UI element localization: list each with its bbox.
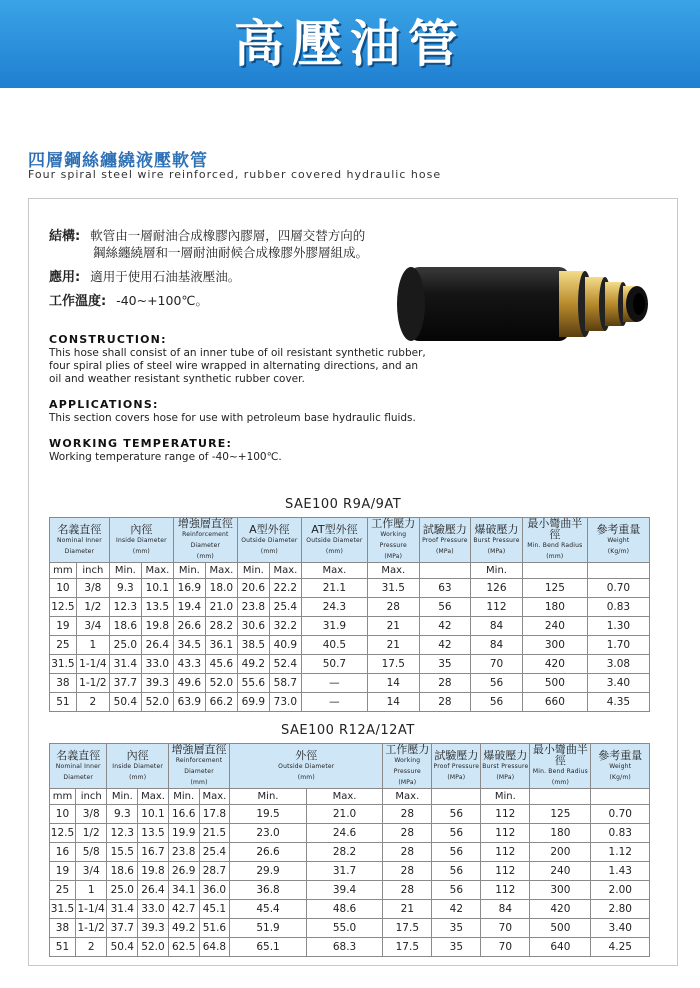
table-cell: 69.9	[237, 693, 269, 712]
table-cell: 112	[481, 843, 530, 862]
table-cell: 0.83	[591, 824, 650, 843]
unit-blank	[432, 789, 481, 805]
unit-max: Max.	[301, 563, 367, 579]
structure-label: 結構:	[49, 229, 81, 244]
structure-line2: 鋼絲纏繞層和一層耐油耐候合成橡膠外膠層組成。	[93, 245, 369, 260]
table-cell: 3/4	[76, 617, 109, 636]
table1-body	[50, 579, 650, 712]
table-cell: 640	[530, 938, 591, 957]
table-cell: 9.3	[107, 805, 138, 824]
table-cell: 28.2	[306, 843, 383, 862]
table-cell: 16.6	[168, 805, 199, 824]
table-cell: 31.5	[50, 900, 76, 919]
table-cell: 66.2	[205, 693, 237, 712]
table-cell: 1.43	[591, 862, 650, 881]
table-cell: 51.6	[199, 919, 230, 938]
table-cell: 420	[530, 900, 591, 919]
table-cell: 0.70	[587, 579, 649, 598]
header-bend-radius: 最小彎曲半徑 Min. Bend Radius (mm)	[522, 518, 587, 563]
table-cell: 125	[530, 805, 591, 824]
product-title-en: Four spiral steel wire reinforced, rubber covered hydraulic hose	[28, 168, 442, 181]
table-cell: 17.8	[199, 805, 230, 824]
structure-row	[49, 225, 365, 244]
table-cell: 18.6	[109, 617, 141, 636]
table-cell: 25.0	[109, 636, 141, 655]
table-cell: 84	[471, 617, 523, 636]
header-weight: 參考重量 Weight (Kg/m)	[591, 744, 650, 789]
table-cell: —	[301, 674, 367, 693]
table-cell: 70	[481, 938, 530, 957]
table-cell: 112	[481, 824, 530, 843]
table-cell: 23.8	[237, 598, 269, 617]
table-cell: 0.70	[591, 805, 650, 824]
table-cell: 36.1	[205, 636, 237, 655]
table-row	[50, 693, 650, 712]
header-reinforcement: 增強層直徑 Reinforcement Diameter (mm)	[173, 518, 237, 563]
table-cell: 10.1	[138, 805, 169, 824]
table-cell: 21	[383, 900, 432, 919]
header-reinforcement: 增強層直徑 Reinforcement Diameter (mm)	[168, 744, 229, 789]
table-cell: 26.4	[141, 636, 173, 655]
table-r12a	[49, 743, 650, 957]
table-cell: 56	[471, 693, 523, 712]
table-cell: 31.5	[50, 655, 77, 674]
unit-inch: inch	[76, 563, 109, 579]
table-cell: 28.2	[205, 617, 237, 636]
table-cell: 21.0	[306, 805, 383, 824]
table-cell: 10.1	[141, 579, 173, 598]
header-nominal: 名義直徑 Nominal Inner Diameter	[50, 744, 107, 789]
usage-label: 應用:	[49, 270, 81, 285]
usage-text: 適用于使用石油基液壓油。	[90, 269, 241, 284]
table-cell: 660	[522, 693, 587, 712]
table-cell: 37.7	[107, 919, 138, 938]
table-cell: 84	[471, 636, 523, 655]
table-cell: 1.12	[591, 843, 650, 862]
table-cell: 2.00	[591, 881, 650, 900]
unit-max: Max.	[269, 563, 301, 579]
table-cell: 70	[471, 655, 523, 674]
unit-blank	[587, 563, 649, 579]
construction-heading: CONSTRUCTION:	[49, 333, 167, 346]
table-cell: 35	[419, 655, 471, 674]
table-cell: 0.83	[587, 598, 649, 617]
table-cell: 58.7	[269, 674, 301, 693]
table-cell: 73.0	[269, 693, 301, 712]
table-row	[50, 862, 650, 881]
table-cell: 50.4	[109, 693, 141, 712]
temp-row	[49, 290, 208, 309]
table-cell: 18.6	[107, 862, 138, 881]
table-cell: 56	[432, 824, 481, 843]
table-cell: 28	[367, 598, 419, 617]
table-cell: 4.25	[591, 938, 650, 957]
table-cell: 240	[522, 617, 587, 636]
table-row	[50, 598, 650, 617]
table-cell: 500	[530, 919, 591, 938]
table-cell: 19	[50, 617, 77, 636]
table-cell: 12.5	[50, 598, 77, 617]
table-cell: 48.6	[306, 900, 383, 919]
table-cell: 21	[367, 617, 419, 636]
table-cell: 52.0	[141, 693, 173, 712]
working-temp-text: Working temperature range of -40~+100℃.	[49, 451, 282, 463]
table-cell: 180	[522, 598, 587, 617]
table-cell: 40.5	[301, 636, 367, 655]
table-cell: 24.3	[301, 598, 367, 617]
table-cell: 12.5	[50, 824, 76, 843]
unit-max: Max.	[306, 789, 383, 805]
table-cell: 15.5	[107, 843, 138, 862]
table-cell: 19.4	[173, 598, 205, 617]
unit-min: Min.	[107, 789, 138, 805]
table-cell: 1-1/2	[76, 674, 109, 693]
table-cell: 112	[481, 805, 530, 824]
header-proof-pressure: 試驗壓力 Proof Pressure (MPa)	[432, 744, 481, 789]
unit-min: Min.	[109, 563, 141, 579]
table-row	[50, 674, 650, 693]
table-cell: 70	[481, 919, 530, 938]
table-cell: 12.3	[109, 598, 141, 617]
unit-blank	[530, 789, 591, 805]
table-cell: 49.6	[173, 674, 205, 693]
table-cell: 56	[471, 674, 523, 693]
table-cell: 38	[50, 919, 76, 938]
table-cell: 14	[367, 674, 419, 693]
table-cell: 42	[432, 900, 481, 919]
table-cell: 28	[383, 881, 432, 900]
table-cell: 31.9	[301, 617, 367, 636]
table-cell: 42	[419, 636, 471, 655]
table-cell: 2.80	[591, 900, 650, 919]
working-temp-heading: WORKING TEMPERATURE:	[49, 437, 233, 450]
table-cell: 18.0	[205, 579, 237, 598]
table-cell: 21.5	[199, 824, 230, 843]
spec-panel	[28, 198, 678, 966]
table-cell: 4.35	[587, 693, 649, 712]
table-cell: 31.5	[367, 579, 419, 598]
unit-mm: mm	[50, 789, 76, 805]
header-burst-pressure: 爆破壓力 Burst Pressure (MPa)	[471, 518, 523, 563]
unit-blank	[591, 789, 650, 805]
table-cell: 37.7	[109, 674, 141, 693]
table-cell: 56	[432, 843, 481, 862]
table-cell: 5/8	[75, 843, 107, 862]
temp-text: -40~+100℃。	[116, 293, 208, 308]
table-cell: 1	[75, 881, 107, 900]
unit-min: Min.	[471, 563, 523, 579]
table-cell: 1/2	[76, 598, 109, 617]
table-row	[50, 919, 650, 938]
unit-min: Min.	[237, 563, 269, 579]
table-row	[50, 900, 650, 919]
product-title-cn: 四層鋼絲纏繞液壓軟管	[28, 151, 208, 171]
table-cell: 31.7	[306, 862, 383, 881]
table-cell: 56	[432, 881, 481, 900]
table-row	[50, 843, 650, 862]
table-cell: 30.6	[237, 617, 269, 636]
table-cell: 23.8	[168, 843, 199, 862]
table-cell: 52.0	[138, 938, 169, 957]
table-cell: 49.2	[237, 655, 269, 674]
table-cell: 84	[481, 900, 530, 919]
header-inside: 內徑 Inside Diameter (mm)	[107, 744, 168, 789]
unit-blank	[419, 563, 471, 579]
table-row	[50, 805, 650, 824]
header-working-pressure: 工作壓力 Working Pressure (MPa)	[367, 518, 419, 563]
unit-max: Max.	[205, 563, 237, 579]
table-cell: 26.9	[168, 862, 199, 881]
table-cell: 125	[522, 579, 587, 598]
table-cell: 25	[50, 881, 76, 900]
table-cell: 300	[522, 636, 587, 655]
table-cell: 1.70	[587, 636, 649, 655]
table-cell: 240	[530, 862, 591, 881]
table-cell: 17.5	[383, 919, 432, 938]
hose-illustration	[389, 257, 661, 349]
table-cell: 38	[50, 674, 77, 693]
header-proof-pressure: 試驗壓力 Proof Pressure (MPa)	[419, 518, 471, 563]
table-cell: 2	[76, 693, 109, 712]
table-cell: 10	[50, 805, 76, 824]
table-cell: 19.8	[138, 862, 169, 881]
table1-title: SAE100 R9A/9AT	[285, 497, 402, 512]
header-at-outside: AT型外徑 Outside Diameter (mm)	[301, 518, 367, 563]
table-cell: 9.3	[109, 579, 141, 598]
table-cell: 36.0	[199, 881, 230, 900]
table-cell: 49.2	[168, 919, 199, 938]
table-cell: 3/8	[75, 805, 107, 824]
table-cell: 68.3	[306, 938, 383, 957]
table-cell: —	[301, 693, 367, 712]
table-cell: 50.7	[301, 655, 367, 674]
table-cell: 21.1	[301, 579, 367, 598]
table-cell: 1/2	[75, 824, 107, 843]
table-cell: 112	[471, 598, 523, 617]
table-cell: 56	[432, 862, 481, 881]
header-bend-radius: 最小彎曲半徑 Min. Bend Radius (mm)	[530, 744, 591, 789]
header-outside: 外徑 Outside Diameter (mm)	[230, 744, 383, 789]
table-cell: 39.3	[141, 674, 173, 693]
table-cell: 52.0	[205, 674, 237, 693]
table-cell: 16.9	[173, 579, 205, 598]
unit-inch: inch	[75, 789, 107, 805]
table-cell: 25.4	[269, 598, 301, 617]
table-cell: 28	[383, 824, 432, 843]
table-cell: 42.7	[168, 900, 199, 919]
table-cell: 1-1/4	[75, 900, 107, 919]
table-cell: 28	[419, 674, 471, 693]
table-cell: 19.5	[230, 805, 307, 824]
unit-max: Max.	[367, 563, 419, 579]
table-cell: 16.7	[138, 843, 169, 862]
table-r9a	[49, 517, 650, 712]
table-cell: 1-1/2	[75, 919, 107, 938]
table-cell: 36.8	[230, 881, 307, 900]
table-cell: 26.4	[138, 881, 169, 900]
table-cell: 112	[481, 881, 530, 900]
table-cell: 2	[75, 938, 107, 957]
table-cell: 33.0	[141, 655, 173, 674]
table-cell: 26.6	[230, 843, 307, 862]
table-cell: 3.08	[587, 655, 649, 674]
header-burst-pressure: 爆破壓力 Burst Pressure (MPa)	[481, 744, 530, 789]
header-a-outside: A型外徑 Outside Diameter (mm)	[237, 518, 301, 563]
table-row	[50, 617, 650, 636]
construction-text: This hose shall consist of an inner tube of oil resistant synthetic rubber, four spiral plies of steel wire wrapped in alternating directions, and an oil and weather resistant synthetic rubber cover.	[49, 347, 426, 385]
table-cell: 12.3	[107, 824, 138, 843]
table-cell: 28	[383, 843, 432, 862]
table-cell: 200	[530, 843, 591, 862]
table-cell: 39.4	[306, 881, 383, 900]
table-cell: 420	[522, 655, 587, 674]
table-cell: 35	[432, 919, 481, 938]
table-row	[50, 636, 650, 655]
table-cell: 28	[419, 693, 471, 712]
applications-heading: APPLICATIONS:	[49, 398, 159, 411]
table-cell: 25.4	[199, 843, 230, 862]
structure-line1: 軟管由一層耐油合成橡膠內膠層，四層交替方向的	[90, 228, 366, 243]
table-cell: 56	[419, 598, 471, 617]
table-cell: 55.0	[306, 919, 383, 938]
table-cell: 25	[50, 636, 77, 655]
table-cell: 28.7	[199, 862, 230, 881]
table-cell: 3/8	[76, 579, 109, 598]
table-cell: 112	[481, 862, 530, 881]
table-cell: 25.0	[107, 881, 138, 900]
table-cell: 62.5	[168, 938, 199, 957]
table-cell: 1-1/4	[76, 655, 109, 674]
table-cell: 13.5	[141, 598, 173, 617]
table-cell: 500	[522, 674, 587, 693]
unit-max: Max.	[383, 789, 432, 805]
table-cell: 17.5	[383, 938, 432, 957]
table-cell: 65.1	[230, 938, 307, 957]
table-cell: 26.6	[173, 617, 205, 636]
table-cell: 35	[432, 938, 481, 957]
table-cell: 52.4	[269, 655, 301, 674]
table-cell: 180	[530, 824, 591, 843]
table-cell: 21.0	[205, 598, 237, 617]
table-cell: 29.9	[230, 862, 307, 881]
header-working-pressure: 工作壓力 Working Pressure (MPa)	[383, 744, 432, 789]
table-cell: 50.4	[107, 938, 138, 957]
table-cell: 43.3	[173, 655, 205, 674]
table-cell: 19.9	[168, 824, 199, 843]
table-cell: 28	[383, 805, 432, 824]
table-cell: 31.4	[109, 655, 141, 674]
table-cell: 64.8	[199, 938, 230, 957]
table-cell: 23.0	[230, 824, 307, 843]
unit-blank	[522, 563, 587, 579]
table-cell: 42	[419, 617, 471, 636]
table-row	[50, 881, 650, 900]
table-cell: 45.1	[199, 900, 230, 919]
table-cell: 33.0	[138, 900, 169, 919]
table-cell: 10	[50, 579, 77, 598]
table-cell: 45.4	[230, 900, 307, 919]
table-row	[50, 655, 650, 674]
table-cell: 31.4	[107, 900, 138, 919]
table-row	[50, 824, 650, 843]
table-cell: 45.6	[205, 655, 237, 674]
table-cell: 300	[530, 881, 591, 900]
table-cell: 20.6	[237, 579, 269, 598]
table-cell: 126	[471, 579, 523, 598]
table-cell: 34.5	[173, 636, 205, 655]
table-cell: 24.6	[306, 824, 383, 843]
table-cell: 13.5	[138, 824, 169, 843]
table-cell: 32.2	[269, 617, 301, 636]
unit-min: Min.	[230, 789, 307, 805]
table-cell: 34.1	[168, 881, 199, 900]
header-inside: 內徑 Inside Diameter (mm)	[109, 518, 173, 563]
table-cell: 19	[50, 862, 76, 881]
unit-mm: mm	[50, 563, 77, 579]
unit-min: Min.	[168, 789, 199, 805]
table-cell: 63.9	[173, 693, 205, 712]
table-row	[50, 579, 650, 598]
table-cell: 51	[50, 938, 76, 957]
banner-title: 高壓油管	[234, 14, 466, 73]
table-cell: 55.6	[237, 674, 269, 693]
applications-text: This section covers hose for use with petroleum base hydraulic fluids.	[49, 412, 416, 424]
table-cell: 28	[383, 862, 432, 881]
table-cell: 14	[367, 693, 419, 712]
unit-max: Max.	[199, 789, 230, 805]
unit-max: Max.	[138, 789, 169, 805]
unit-min: Min.	[481, 789, 530, 805]
table-cell: 51.9	[230, 919, 307, 938]
table-cell: 3/4	[75, 862, 107, 881]
table-cell: 40.9	[269, 636, 301, 655]
unit-min: Min.	[173, 563, 205, 579]
table-cell: 38.5	[237, 636, 269, 655]
usage-row	[49, 266, 240, 285]
temp-label: 工作溫度:	[49, 294, 107, 309]
table-row	[50, 938, 650, 957]
table-cell: 3.40	[587, 674, 649, 693]
table-cell: 3.40	[591, 919, 650, 938]
header-nominal: 名義直徑 Nominal Inner Diameter	[50, 518, 110, 563]
table-cell: 56	[432, 805, 481, 824]
table-cell: 51	[50, 693, 77, 712]
table-cell: 63	[419, 579, 471, 598]
table2-title: SAE100 R12A/12AT	[281, 723, 415, 738]
unit-max: Max.	[141, 563, 173, 579]
table-cell: 1	[76, 636, 109, 655]
table2-body	[50, 805, 650, 957]
header-weight: 參考重量 Weight (Kg/m)	[587, 518, 649, 563]
table-cell: 16	[50, 843, 76, 862]
table-cell: 21	[367, 636, 419, 655]
table-cell: 17.5	[367, 655, 419, 674]
table-cell: 1.30	[587, 617, 649, 636]
table-cell: 22.2	[269, 579, 301, 598]
table-cell: 39.3	[138, 919, 169, 938]
table-cell: 19.8	[141, 617, 173, 636]
